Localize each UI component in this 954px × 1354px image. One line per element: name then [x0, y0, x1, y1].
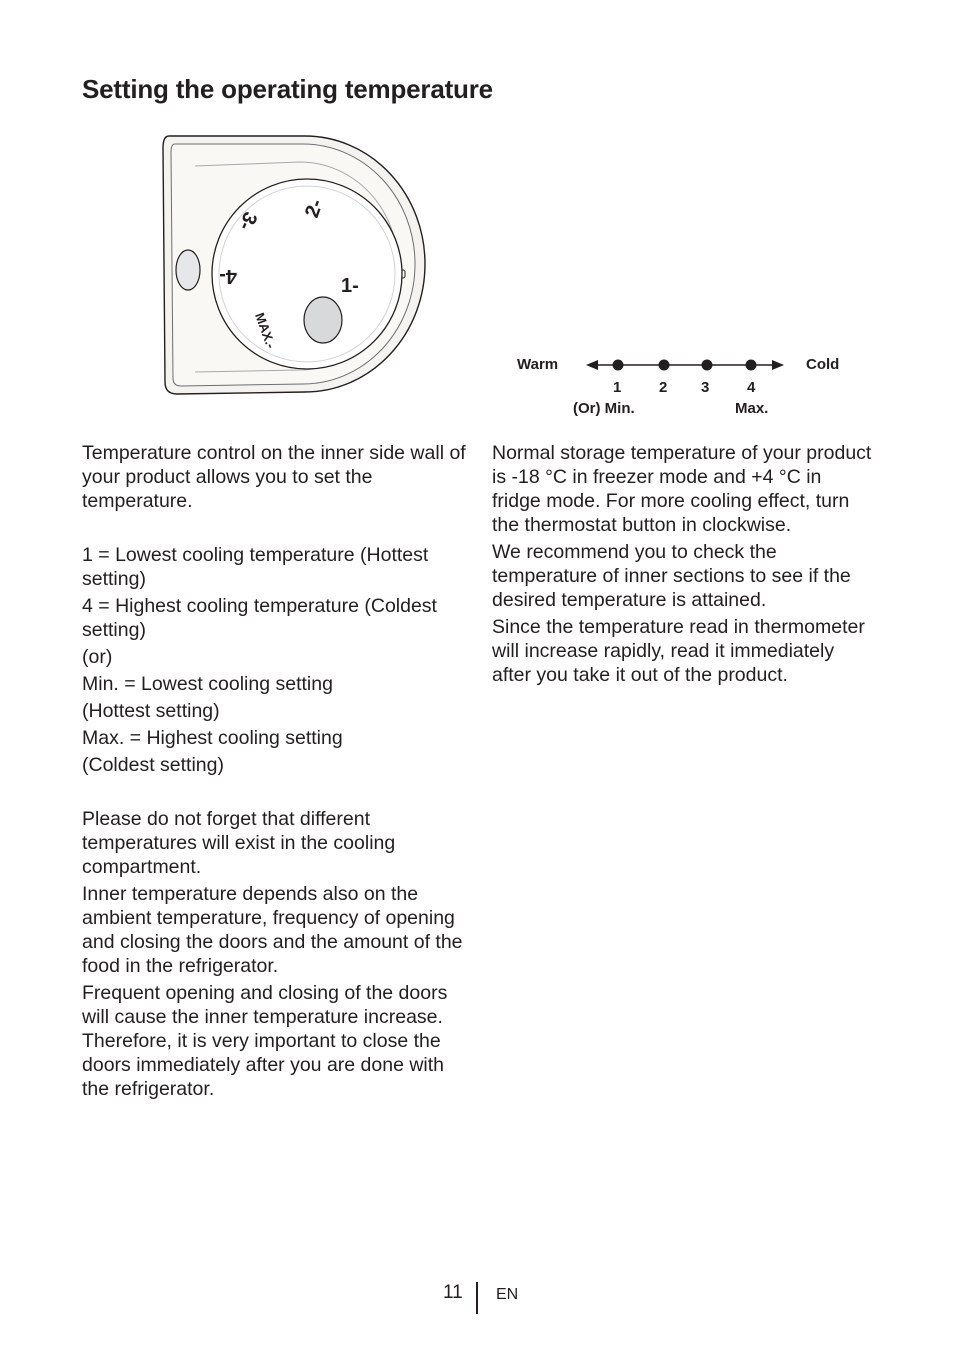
scale-label-cold: Cold	[806, 356, 840, 373]
paragraph: 4 = Highest cooling temperature (Coldest setting)	[82, 595, 437, 641]
dial-grip	[304, 297, 342, 343]
dial-mark-3: 3-	[233, 208, 262, 234]
scale-number-1: 1	[613, 379, 622, 396]
paragraph: Max. = Highest cooling setting	[82, 727, 343, 749]
paragraph: Please do not forget that different temperatures will exist in the cooling compartment.	[82, 808, 396, 878]
scale-point-2	[659, 360, 670, 371]
scale-label-min: (Or) Min.	[573, 400, 635, 417]
paragraph: 1 = Lowest cooling temperature (Hottest setting)	[82, 544, 429, 590]
scale-label-max: Max.	[735, 400, 769, 417]
scale-point-3	[702, 360, 713, 371]
paragraph: (or)	[82, 646, 113, 668]
paragraph: Temperature control on the inner side wall of your product allows you to set the temperature.	[82, 442, 466, 512]
paragraph: (Hottest setting)	[82, 700, 220, 722]
scale-label-warm: Warm	[517, 356, 559, 373]
thermostat-dial-illustration	[155, 130, 430, 405]
scale-number-4: 4	[747, 379, 756, 396]
dial-mark-2: 2-	[301, 196, 328, 221]
side-button	[176, 250, 200, 290]
paragraph: Normal storage temperature of your product is -18 °C in freezer mode and +4 °C in fridge mode. For more cooling effect, turn the thermostat button in clockwise.	[492, 442, 872, 536]
temperature-scale-diagram	[510, 350, 855, 425]
paragraph: Since the temperature read in thermometer will increase rapidly, read it immediately after you take it out of the product.	[492, 616, 865, 686]
right-column	[492, 441, 872, 687]
right-arrow-icon	[772, 360, 784, 370]
dial-mark-max: MAX.-	[252, 310, 279, 351]
paragraph: Min. = Lowest cooling setting	[82, 673, 333, 695]
paragraph: (Coldest setting)	[82, 754, 224, 776]
dial-mark-4: 4-	[219, 265, 237, 287]
left-column	[82, 441, 467, 1101]
scale-number-2: 2	[659, 379, 668, 396]
scale-point-4	[746, 360, 757, 371]
scale-point-1	[613, 360, 624, 371]
dial-mark-1: 1-	[341, 275, 359, 297]
page-title: Setting the operating temperature	[82, 74, 493, 104]
left-arrow-icon	[586, 360, 598, 370]
paragraph: Inner temperature depends also on the ambient temperature, frequency of opening and closing the doors and the amount of the food in the refrigerator.	[82, 883, 463, 977]
page-number: 11	[443, 1282, 463, 1303]
language-code: EN	[496, 1286, 519, 1303]
paragraph: We recommend you to check the temperature of inner sections to see if the desired temperature is attained.	[492, 541, 851, 611]
scale-number-3: 3	[701, 379, 710, 396]
page-footer	[0, 1280, 954, 1320]
footer-divider	[476, 1282, 478, 1314]
paragraph: Frequent opening and closing of the doors will cause the inner temperature increase. Therefore, it is very important to close the doors immediately after you are done with the refrigerator.	[82, 982, 448, 1100]
